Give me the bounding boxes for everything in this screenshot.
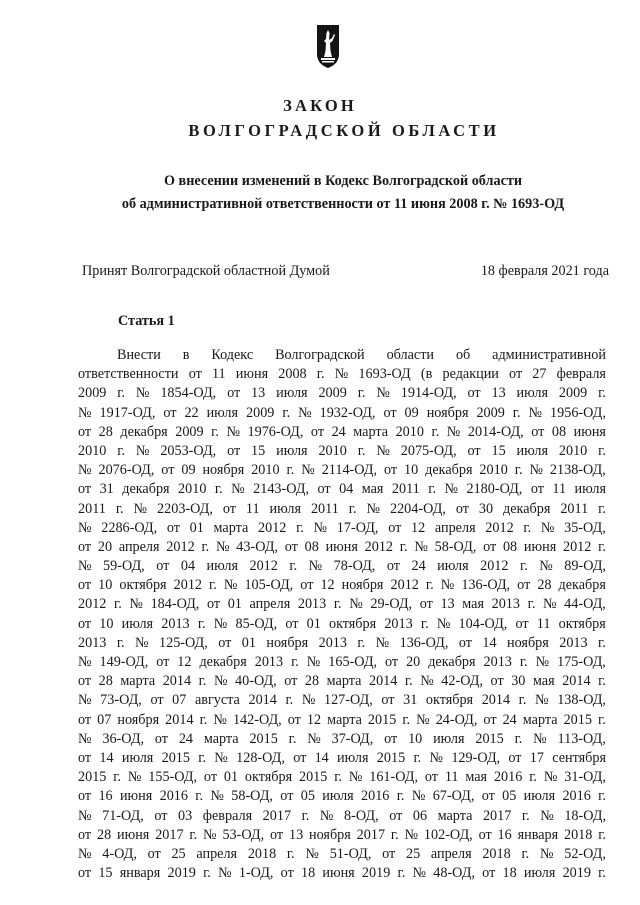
article-body-line: от 07 ноября 2014 г. № 142-ОД, от 12 марта 2015 г. № 24-ОД, от 24 марта 2015 г.: [78, 711, 606, 728]
article-body-line: № 2076-ОД, от 09 ноября 2010 г. № 2114-ОД, от 10 декабря 2010 г. № 2138-ОД,: [78, 462, 606, 479]
article-body-line: № 1917-ОД, от 22 июля 2009 г. № 1932-ОД, от 09 ноября 2009 г. № 1956-ОД,: [78, 404, 606, 421]
article-body-line: от 14 июля 2015 г. № 128-ОД, от 14 июля 2015 г. № 129-ОД, от 17 сентября: [78, 749, 606, 766]
article-body-line: 2015 г. № 155-ОД, от 01 октября 2015 г. № 161-ОД, от 11 мая 2016 г. № 31-ОД,: [78, 769, 606, 786]
article-body-line: 2013 г. № 125-ОД, от 01 ноября 2013 г. № 136-ОД, от 14 ноября 2013 г.: [78, 634, 606, 651]
article-title: Статья 1: [118, 313, 175, 329]
article-body-line: ответственности от 11 июня 2008 г. № 1693-ОД (в редакции от 27 февраля: [78, 366, 606, 383]
article-body-line: № 59-ОД, от 04 июля 2012 г. № 78-ОД, от 24 июля 2012 г. № 89-ОД,: [78, 558, 606, 575]
article-body-line: от 31 декабря 2010 г. № 2143-ОД, от 04 мая 2011 г. № 2180-ОД, от 11 июля: [78, 481, 606, 498]
article-body-line: № 149-ОД, от 12 декабря 2013 г. № 165-ОД, от 20 декабря 2013 г. № 175-ОД,: [78, 654, 606, 670]
article-body-line: от 20 апреля 2012 г. № 43-ОД, от 08 июня 2012 г. № 58-ОД, от 08 июня 2012 г.: [78, 538, 606, 555]
article-body-line: 2011 г. № 2203-ОД, от 11 июля 2011 г. № 2204-ОД, от 30 декабря 2011 г.: [78, 500, 606, 517]
article-body-line: от 15 января 2019 г. № 1-ОД, от 18 июня 2019 г. № 48-ОД, от 18 июля 2019 г.: [78, 865, 606, 882]
law-heading-line-2: об административной ответственности от 11 июня 2008 г. № 1693-ОД: [121, 196, 565, 212]
article-body-line: от 16 июня 2016 г. № 58-ОД, от 05 июля 2016 г. № 67-ОД, от 05 июля 2016 г.: [78, 788, 606, 805]
adoption-date: 18 февраля 2021 года: [480, 263, 609, 279]
law-heading: [88, 170, 598, 216]
law-title: ЗАКОН: [283, 96, 357, 115]
article-body-line: № 73-ОД, от 07 августа 2014 г. № 127-ОД, от 31 октября 2014 г. № 138-ОД,: [78, 692, 606, 709]
article-body-line: от 28 декабря 2009 г. № 1976-ОД, от 24 марта 2010 г. № 2014-ОД, от 08 июня: [78, 423, 606, 440]
coat-of-arms-icon: [316, 24, 340, 69]
adoption-text: Принят Волгоградской областной Думой: [82, 263, 330, 279]
article-body-line: 2009 г. № 1854-ОД, от 13 июля 2009 г. № 1914-ОД, от 13 июля 2009 г.: [78, 385, 606, 402]
article-body-line: от 10 июля 2013 г. № 85-ОД, от 01 октября 2013 г. № 104-ОД, от 11 октября: [78, 615, 606, 632]
article-body-line: № 2286-ОД, от 01 марта 2012 г. № 17-ОД, от 12 апреля 2012 г. № 35-ОД,: [78, 519, 606, 536]
article-body: [78, 346, 606, 883]
law-heading-line-1: О внесении изменений в Кодекс Волгоградской области: [163, 173, 523, 189]
article-body-line: № 71-ОД, от 03 февраля 2017 г. № 8-ОД, от 06 марта 2017 г. № 18-ОД,: [78, 807, 606, 824]
article-body-line: от 28 марта 2014 г. № 40-ОД, от 28 марта 2014 г. № 42-ОД, от 30 мая 2014 г.: [78, 673, 606, 690]
adoption-info: [82, 263, 609, 280]
article-body-line: № 36-ОД, от 24 марта 2015 г. № 37-ОД, от 10 июля 2015 г. № 113-ОД,: [78, 730, 606, 747]
article-body-line: от 10 октября 2012 г. № 105-ОД, от 12 ноября 2012 г. № 136-ОД, от 28 декабря: [78, 577, 606, 594]
article-body-line: Внести в Кодекс Волгоградской области об административной: [117, 347, 606, 363]
article-body-line: от 28 июня 2017 г. № 53-ОД, от 13 ноября 2017 г. № 102-ОД, от 16 января 2018 г.: [78, 826, 606, 843]
region-title: ВОЛГОГРАДСКОЙ ОБЛАСТИ: [188, 121, 500, 140]
article-body-line: 2012 г. № 184-ОД, от 01 апреля 2013 г. № 29-ОД, от 13 мая 2013 г. № 44-ОД,: [78, 596, 606, 613]
article-body-line: 2010 г. № 2053-ОД, от 15 июля 2010 г. № 2075-ОД, от 15 июля 2010 г.: [78, 442, 606, 459]
article-body-line: № 4-ОД, от 25 апреля 2018 г. № 51-ОД, от 25 апреля 2018 г. № 52-ОД,: [78, 845, 606, 862]
